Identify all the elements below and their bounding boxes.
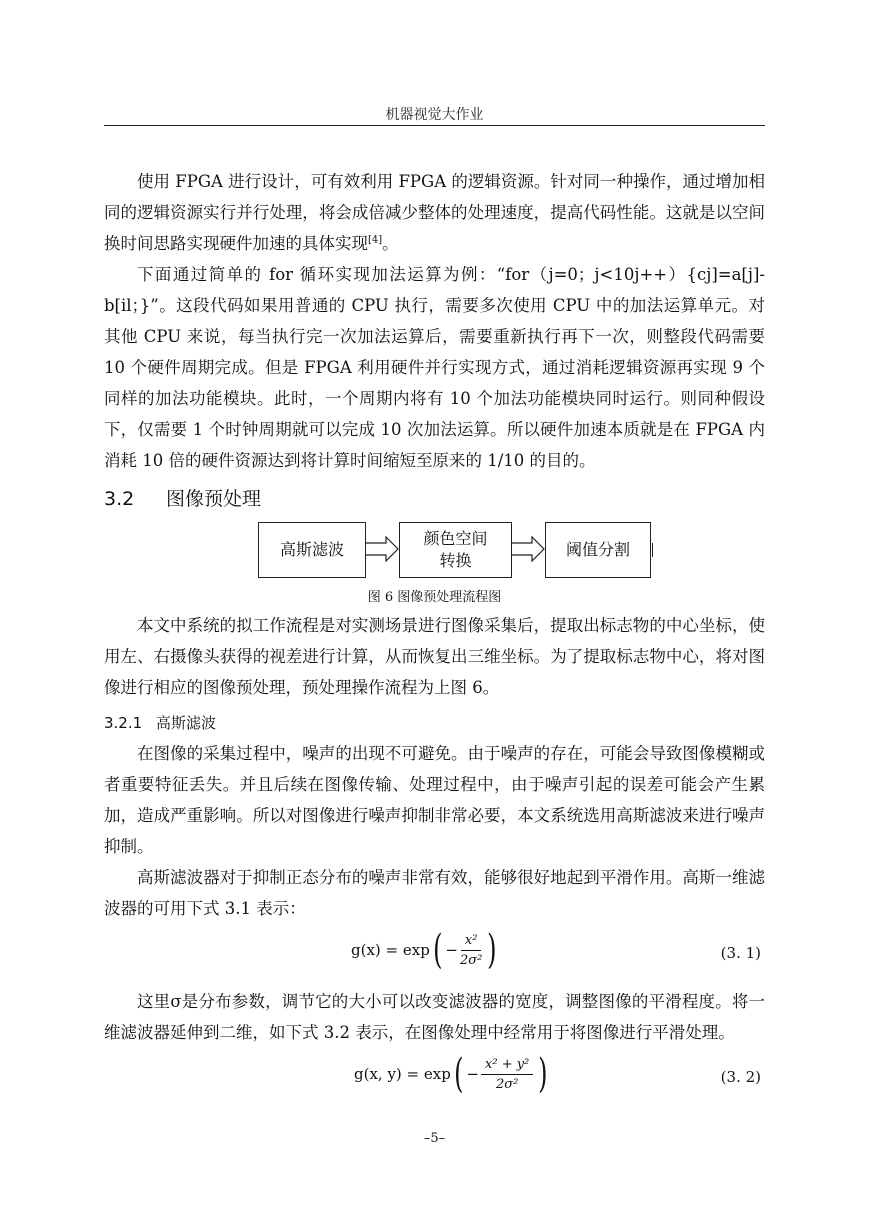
flowchart-figure xyxy=(104,522,765,594)
subsection-title: 高斯滤波 xyxy=(156,714,217,732)
document-body xyxy=(104,166,765,1110)
flow-box-threshold-segmentation xyxy=(545,522,651,578)
flow-box-label-line2: 转换 xyxy=(439,551,472,570)
flow-arrow-icon xyxy=(366,536,399,562)
paragraph-for-loop-example: 下面通过简单的 for 循环实现加法运算为例：“for（j=0；j<10j++）{cj]=a[j]-b[il；}”。这段代码如果用普通的 CPU 执行，需要多次使用 CPU 中的加法运算单元。对其他 CPU 来说，每当执行完一次加法运算后，需要重新执行再下一次，则整段代码需要 10 个硬件周期完成。但是 FPGA 利用硬件并行实现方式，通过消耗逻辑资源再实现 9 个同样的加法功能模块。此时，一个周期内将有 10 个加法功能模块同时运行。则同种假设下，仅需要 1 个时钟周期就可以完成 10 次加法运算。所以硬件加速本质就是在 FPGA 内消耗 10 倍的硬件资源达到将计算时间缩短至原来的 1/10 的目的。 xyxy=(104,265,765,470)
section-number: 3.2 xyxy=(104,488,135,510)
equation-sign: − xyxy=(466,1065,480,1083)
paragraph-workflow: 本文中系统的拟工作流程是对实测场景进行图像采集后，提取出标志物的中心坐标，使用左、右摄像头获得的视差进行计算，从而恢复出三维坐标。为了提取标志物中心，将对图像进行相应的图像预处理，预处理操作流程为上图 6。 xyxy=(104,616,765,697)
figure-caption: 图 6 图像预处理流程图 xyxy=(367,590,502,605)
running-header: 机器视觉大作业 xyxy=(385,107,484,123)
equation-body xyxy=(351,927,500,973)
flow-box-label: 阈值分割 xyxy=(565,540,630,559)
paragraph-noise: 在图像的采集过程中，噪声的出现不可避免。由于噪声的存在，可能会导致图像模糊或者重要特征丢失。并且后续在图像传输、处理过程中，由于噪声引起的误差可能会产生累加，造成严重影响。所以对图像进行噪声抑制非常必要，本文系统选用高斯滤波来进行噪声抑制。 xyxy=(104,744,765,856)
equation-sign: − xyxy=(445,941,458,959)
fraction xyxy=(481,1057,533,1092)
flow-box-gaussian-filter xyxy=(258,522,366,578)
right-paren: ) xyxy=(487,927,497,973)
citation-ref: [4] xyxy=(368,234,383,246)
left-paren: ( xyxy=(432,927,443,973)
fraction-denominator: 2σ² xyxy=(460,952,483,968)
flow-box-color-space-conversion xyxy=(399,522,512,578)
equation-number: (3. 2) xyxy=(720,1068,761,1086)
fraction-numerator: x² xyxy=(461,933,482,951)
left-paren: ( xyxy=(453,1051,464,1097)
fraction-denominator: 2σ² xyxy=(495,1076,519,1092)
flow-tail-mark xyxy=(652,543,653,557)
equation-3-2 xyxy=(104,1048,765,1110)
flow-box-label: 高斯滤波 xyxy=(279,540,344,559)
equation-number: (3. 1) xyxy=(720,944,761,962)
paragraph-text: 使用 FPGA 进行设计，可有效利用 FPGA 的逻辑资源。针对同一种操作，通过增加相同的逻辑资源实行并行处理，将会成倍减少整体的处理速度，提高代码性能。这就是以空间换时间思路实现硬件加速的具体实现 xyxy=(104,172,765,253)
flow-arrow-icon xyxy=(512,536,545,562)
equation-lhs: g(x) = exp xyxy=(351,941,430,959)
page-number: –5– xyxy=(423,1131,446,1146)
subsection-heading xyxy=(104,711,765,735)
flow-box-label-line1: 颜色空间 xyxy=(423,529,488,548)
header-rule xyxy=(104,125,765,126)
section-title: 图像预处理 xyxy=(166,488,262,510)
fraction xyxy=(460,933,482,968)
fraction-numerator: x² + y² xyxy=(481,1057,533,1075)
paragraph-fpga-design xyxy=(104,166,765,259)
equation-3-1 xyxy=(104,924,765,986)
right-paren: ) xyxy=(538,1051,548,1097)
paragraph-sigma: 这里σ是分布参数，调节它的大小可以改变滤波器的宽度，调整图像的平滑程度。将一维滤波器延伸到二维，如下式 3.2 表示，在图像处理中经常用于将图像进行平滑处理。 xyxy=(104,992,765,1042)
paragraph-end: 。 xyxy=(382,234,399,253)
subsection-number: 3.2.1 xyxy=(104,714,143,732)
equation-body xyxy=(354,1051,551,1097)
paragraph-gaussian-1d: 高斯滤波器对于抑制正态分布的噪声非常有效，能够很好地起到平滑作用。高斯一维滤波器的可用下式 3.1 表示： xyxy=(104,868,765,918)
section-heading xyxy=(104,484,765,514)
equation-lhs: g(x, y) = exp xyxy=(354,1065,451,1083)
